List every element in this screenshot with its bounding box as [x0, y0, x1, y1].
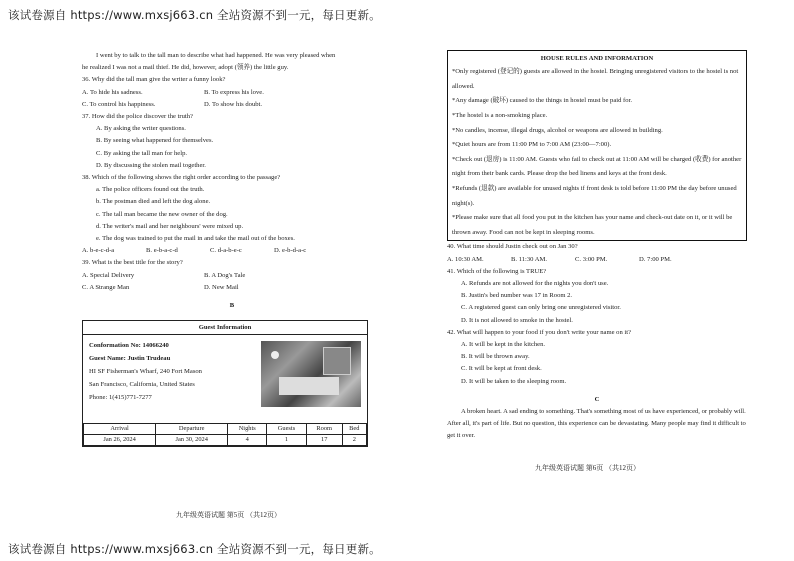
passage-line: I went by to talk to the tall man to describe what had happened. He was very pleased when: [96, 52, 336, 59]
q40-option-d: D. 7:00 PM.: [639, 255, 672, 263]
question-41: 41. Which of the following is TRUE?: [447, 267, 547, 275]
q41-option-a: A. Refunds are not allowed for the nights you don't use.: [461, 279, 609, 287]
rule-item: *Refunds (退款) are available for unused nights if front desk is told before 11:00 PM the day before unused night(s).: [452, 184, 737, 207]
arrival-date: Jan 26, 2024: [84, 435, 156, 446]
q38-item-d: d. The writer's mail and her neighbours' were mixed up.: [96, 222, 244, 230]
rule-item: *No candles, incense, illegal drugs, alcohol or weapons are allowed in building.: [452, 126, 663, 134]
rule-item: *Check out (退房) is 11:00 AM. Guests who fail to check out at 11:00 AM will be charged (收费) for another night from their bank cards. Please drop the bed linens and keys at the front desk.: [452, 155, 742, 178]
header-guests: Guests: [267, 424, 307, 435]
rule-item: *Please make sure that all food you put in the kitchen has your name and check-out date on it, or it will be thrown away. Food can not be kept in sleeping rooms.: [452, 214, 733, 236]
section-b-heading: B: [229, 302, 235, 310]
page-footer-right: 九年级英语试题 第6页 （共12页）: [535, 464, 640, 472]
q36-option-d: D. To show his doubt.: [204, 100, 263, 108]
departure-date: Jan 30, 2024: [156, 435, 228, 446]
q38-item-c: c. The tall man became the new owner of the dog.: [96, 210, 228, 218]
q38-options: [82, 245, 382, 257]
header-room: Room: [306, 424, 342, 435]
q41-option-d: D. It is not allowed to smoke in the hostel.: [461, 316, 573, 324]
phone-number: Phone: 1(415)771-7277: [89, 394, 152, 402]
left-page: [82, 50, 382, 447]
q39-option-d: D. New Mail: [204, 283, 239, 291]
q39-option-a: A. Special Delivery: [82, 271, 135, 279]
guest-info-card: [82, 320, 368, 447]
question-42: 42. What will happen to your food if you don't write your name on it?: [447, 328, 632, 336]
rule-item: *The hostel is a non-smoking place.: [452, 111, 548, 119]
q36-option-c: C. To control his happiness.: [82, 100, 156, 108]
passage-line: he realized I was not a mail thief. He did, however, adopt (领养) the little guy.: [82, 64, 289, 72]
q37-option-a: A. By asking the writer questions.: [96, 125, 186, 133]
q38-item-b: b. The postman died and left the dog alone.: [96, 198, 211, 206]
guest-name: Guest Name: Justin Trudeau: [89, 355, 171, 363]
guests-count: 1: [267, 435, 307, 446]
q42-option-d: D. It will be taken to the sleeping room.: [461, 377, 567, 385]
bed-number: 2: [342, 435, 366, 446]
q38-option-a: A. b-e-c-d-a: [82, 247, 115, 255]
q38-option-c: C. d-a-b-e-c: [210, 247, 242, 255]
window-shape: [323, 347, 351, 375]
q37-option-b: B. By seeing what happened for themselves.: [96, 137, 214, 145]
header-nights: Nights: [228, 424, 267, 435]
q38-item-e: e. The dog was trained to put the mail in and take the mail out of the boxes.: [96, 235, 295, 243]
guest-details: [89, 339, 261, 423]
q40-option-a: A. 10:30 AM.: [447, 255, 484, 263]
address-line-2: San Francisco, California, United States: [89, 381, 195, 389]
guest-info-title: Guest Information: [83, 321, 367, 335]
q42-option-a: A. It will be kept in the kitchen.: [461, 340, 546, 348]
q41-option-c: C. A registered guest can only bring one unregistered visitor.: [461, 304, 621, 312]
hostel-room-photo: [261, 341, 361, 407]
house-rules-title: HOUSE RULES AND INFORMATION: [540, 55, 654, 62]
booking-table: [83, 423, 367, 446]
question-40: 40. What time should Justin check out on Jan 30?: [447, 243, 578, 251]
header-arrival: Arrival: [84, 424, 156, 435]
rule-item: *Any damage (破坏) caused to the things in hostel must be paid for.: [452, 97, 633, 105]
header-bed: Bed: [342, 424, 366, 435]
nights-count: 4: [228, 435, 267, 446]
bed-shape: [279, 377, 339, 395]
q42-option-b: B. It will be thrown away.: [461, 353, 530, 361]
room-number: 17: [306, 435, 342, 446]
header-departure: Departure: [156, 424, 228, 435]
booking-table-row: [84, 435, 367, 446]
q36-options: [82, 99, 382, 111]
q38-item-a: a. The police officers found out the truth.: [96, 186, 205, 194]
question-37: 37. How did the police discover the truth?: [82, 113, 193, 121]
page-footer-left: 九年级英语试题 第5页 （共12页）: [176, 511, 281, 519]
confirmation-number: Conformation No: 14066240: [89, 342, 169, 350]
passage-c: A broken heart. A sad ending to something. That's something most of us have experienced, or probably will. After all, it's part of life. But no question, this experience can be devastating. Many people may find it difficult to get it over.: [447, 407, 746, 440]
q39-options: [82, 282, 382, 294]
q40-options: [447, 254, 747, 266]
q36-options: [82, 87, 382, 99]
q36-option-b: B. To express his love.: [204, 88, 264, 96]
watermark-top: 该试卷源自 https://www.mxsj663.cn 全站资源不到一元，每日更新。: [8, 8, 381, 22]
q40-option-c: C. 3:00 PM.: [575, 255, 608, 263]
q41-option-b: B. Justin's bed number was 17 in Room 2.: [461, 292, 573, 300]
rule-item: *Quiet hours are from 11:00 PM to 7:00 AM (23:00—7:00).: [452, 141, 612, 149]
q36-option-a: A. To hide his sadness.: [82, 88, 143, 96]
question-39: 39. What is the best title for the story?: [82, 259, 183, 267]
lamp-shape: [271, 351, 279, 359]
q42-option-c: C. It will be kept at front desk.: [461, 365, 542, 373]
q37-option-c: C. By asking the tall man for help.: [96, 149, 188, 157]
booking-table-header: [84, 424, 367, 435]
rule-item: *Only registered (登记的) guests are allowed in the hostel. Bringing unregistered visitors to the hostel is not allowed.: [452, 68, 739, 90]
q39-options: [82, 270, 382, 282]
q40-option-b: B. 11:30 AM.: [511, 255, 548, 263]
watermark-bottom: 该试卷源自 https://www.mxsj663.cn 全站资源不到一元，每日更新。: [8, 542, 381, 556]
q38-option-b: B. e-b-a-c-d: [146, 247, 178, 255]
right-page: [447, 50, 747, 443]
question-36: 36. Why did the tall man give the writer a funny look?: [82, 76, 226, 84]
q37-option-d: D. By discussing the stolen mail together.: [96, 161, 206, 169]
section-c-heading: C: [594, 395, 600, 403]
question-38: 38. Which of the following shows the right order according to the passage?: [82, 174, 281, 182]
address-line-1: HI SF Fisherman's Wharf, 240 Fort Mason: [89, 368, 202, 376]
guest-info-body: [83, 335, 367, 423]
q39-option-c: C. A Strange Man: [82, 283, 130, 291]
house-rules-box: [447, 50, 747, 241]
q39-option-b: B. A Dog's Tale: [204, 271, 246, 279]
q38-option-d: D. e-b-d-a-c: [274, 247, 307, 255]
